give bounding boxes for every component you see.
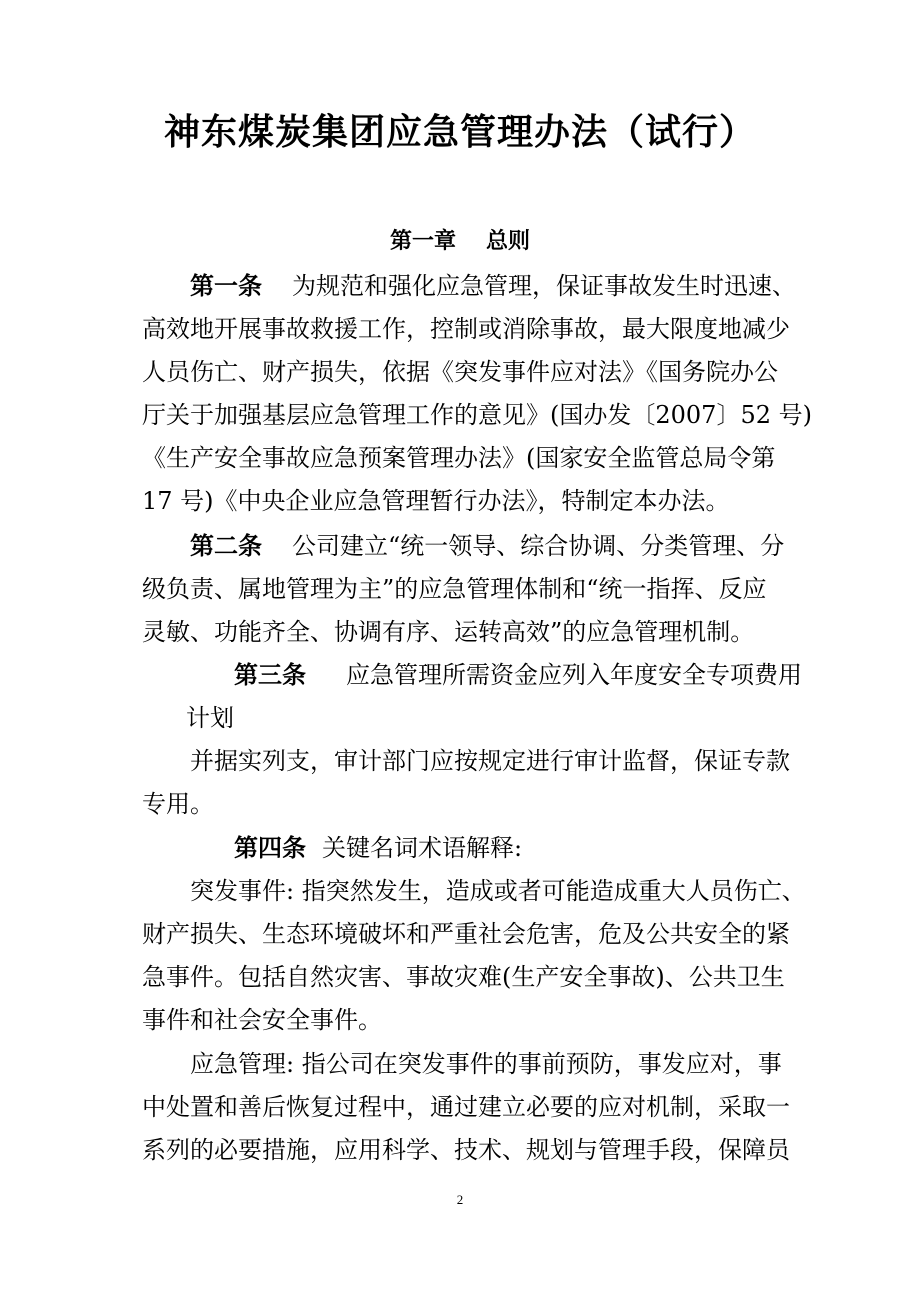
- article-3-line-4: 专用。: [142, 790, 214, 818]
- definition-2-line-3: 系列的必要措施，应用科学、技术、规划与管理手段，保障员: [142, 1136, 790, 1164]
- chapter-heading: [0, 225, 920, 259]
- article-2-label: 第二条: [190, 532, 262, 560]
- article-2-line-3: 灵敏、功能齐全、协调有序、运转高效”的应急管理机制。: [142, 618, 755, 646]
- article-1-line-3: 人员伤亡、财产损失，依据《突发事件应对法》《国务院办公: [142, 358, 778, 386]
- article-3-line-1: 第三条 应急管理所需资金应列入年度安全专项费用: [234, 661, 802, 689]
- article-4-line-1: 第四条 关键名词术语解释:: [234, 834, 523, 862]
- definition-1-line-2: 财产损失、生态环境破坏和严重社会危害，危及公共安全的紧: [142, 920, 790, 948]
- definition-1-line-1: 突发事件: 指突然发生，造成或者可能造成重大人员伤亡、: [190, 877, 806, 905]
- article-2-line-2: 级负责、属地管理为主”的应急管理体制和“统一指挥、反应: [142, 575, 767, 603]
- article-2-line-1: 第二条 公司建立“统一领导、综合协调、分类管理、分: [190, 532, 785, 560]
- chapter-name: 总则: [486, 229, 531, 254]
- page-number: 2: [456, 1192, 464, 1207]
- article-3-line-2: 计划: [186, 704, 234, 732]
- article-1-line-1: 第一条 为规范和强化应急管理，保证事故发生时迅速、: [190, 272, 796, 300]
- article-1-label: 第一条: [190, 272, 262, 300]
- article-1-line-4: 厅关于加强基层应急管理工作的意见》(国办发〔2007〕52 号): [142, 401, 812, 429]
- article-1-line-6: 17 号)《中央企业应急管理暂行办法》，特制定本办法。: [142, 487, 730, 515]
- article-3-label: 第三条: [234, 661, 306, 689]
- definition-1-line-4: 事件和社会安全事件。: [142, 1006, 382, 1034]
- article-1-line-2: 高效地开展事故救援工作，控制或消除事故，最大限度地减少: [142, 315, 790, 343]
- article-3-line-3: 并据实列支，审计部门应按规定进行审计监督，保证专款: [190, 747, 790, 775]
- article-1-line-5: 《生产安全事故应急预案管理办法》(国家安全监管总局令第: [142, 444, 776, 472]
- document-title: 神东煤炭集团应急管理办法（试行）: [163, 112, 756, 153]
- definition-1-line-3: 急事件。包括自然灾害、事故灾难(生产安全事故)、公共卫生: [142, 963, 785, 991]
- definition-2-line-1: 应急管理: 指公司在突发事件的事前预防，事发应对，事: [190, 1050, 782, 1078]
- chapter-number: 第一章: [389, 229, 456, 254]
- article-4-label: 第四条: [234, 834, 306, 862]
- definition-2-line-2: 中处置和善后恢复过程中，通过建立必要的应对机制，采取一: [142, 1093, 790, 1121]
